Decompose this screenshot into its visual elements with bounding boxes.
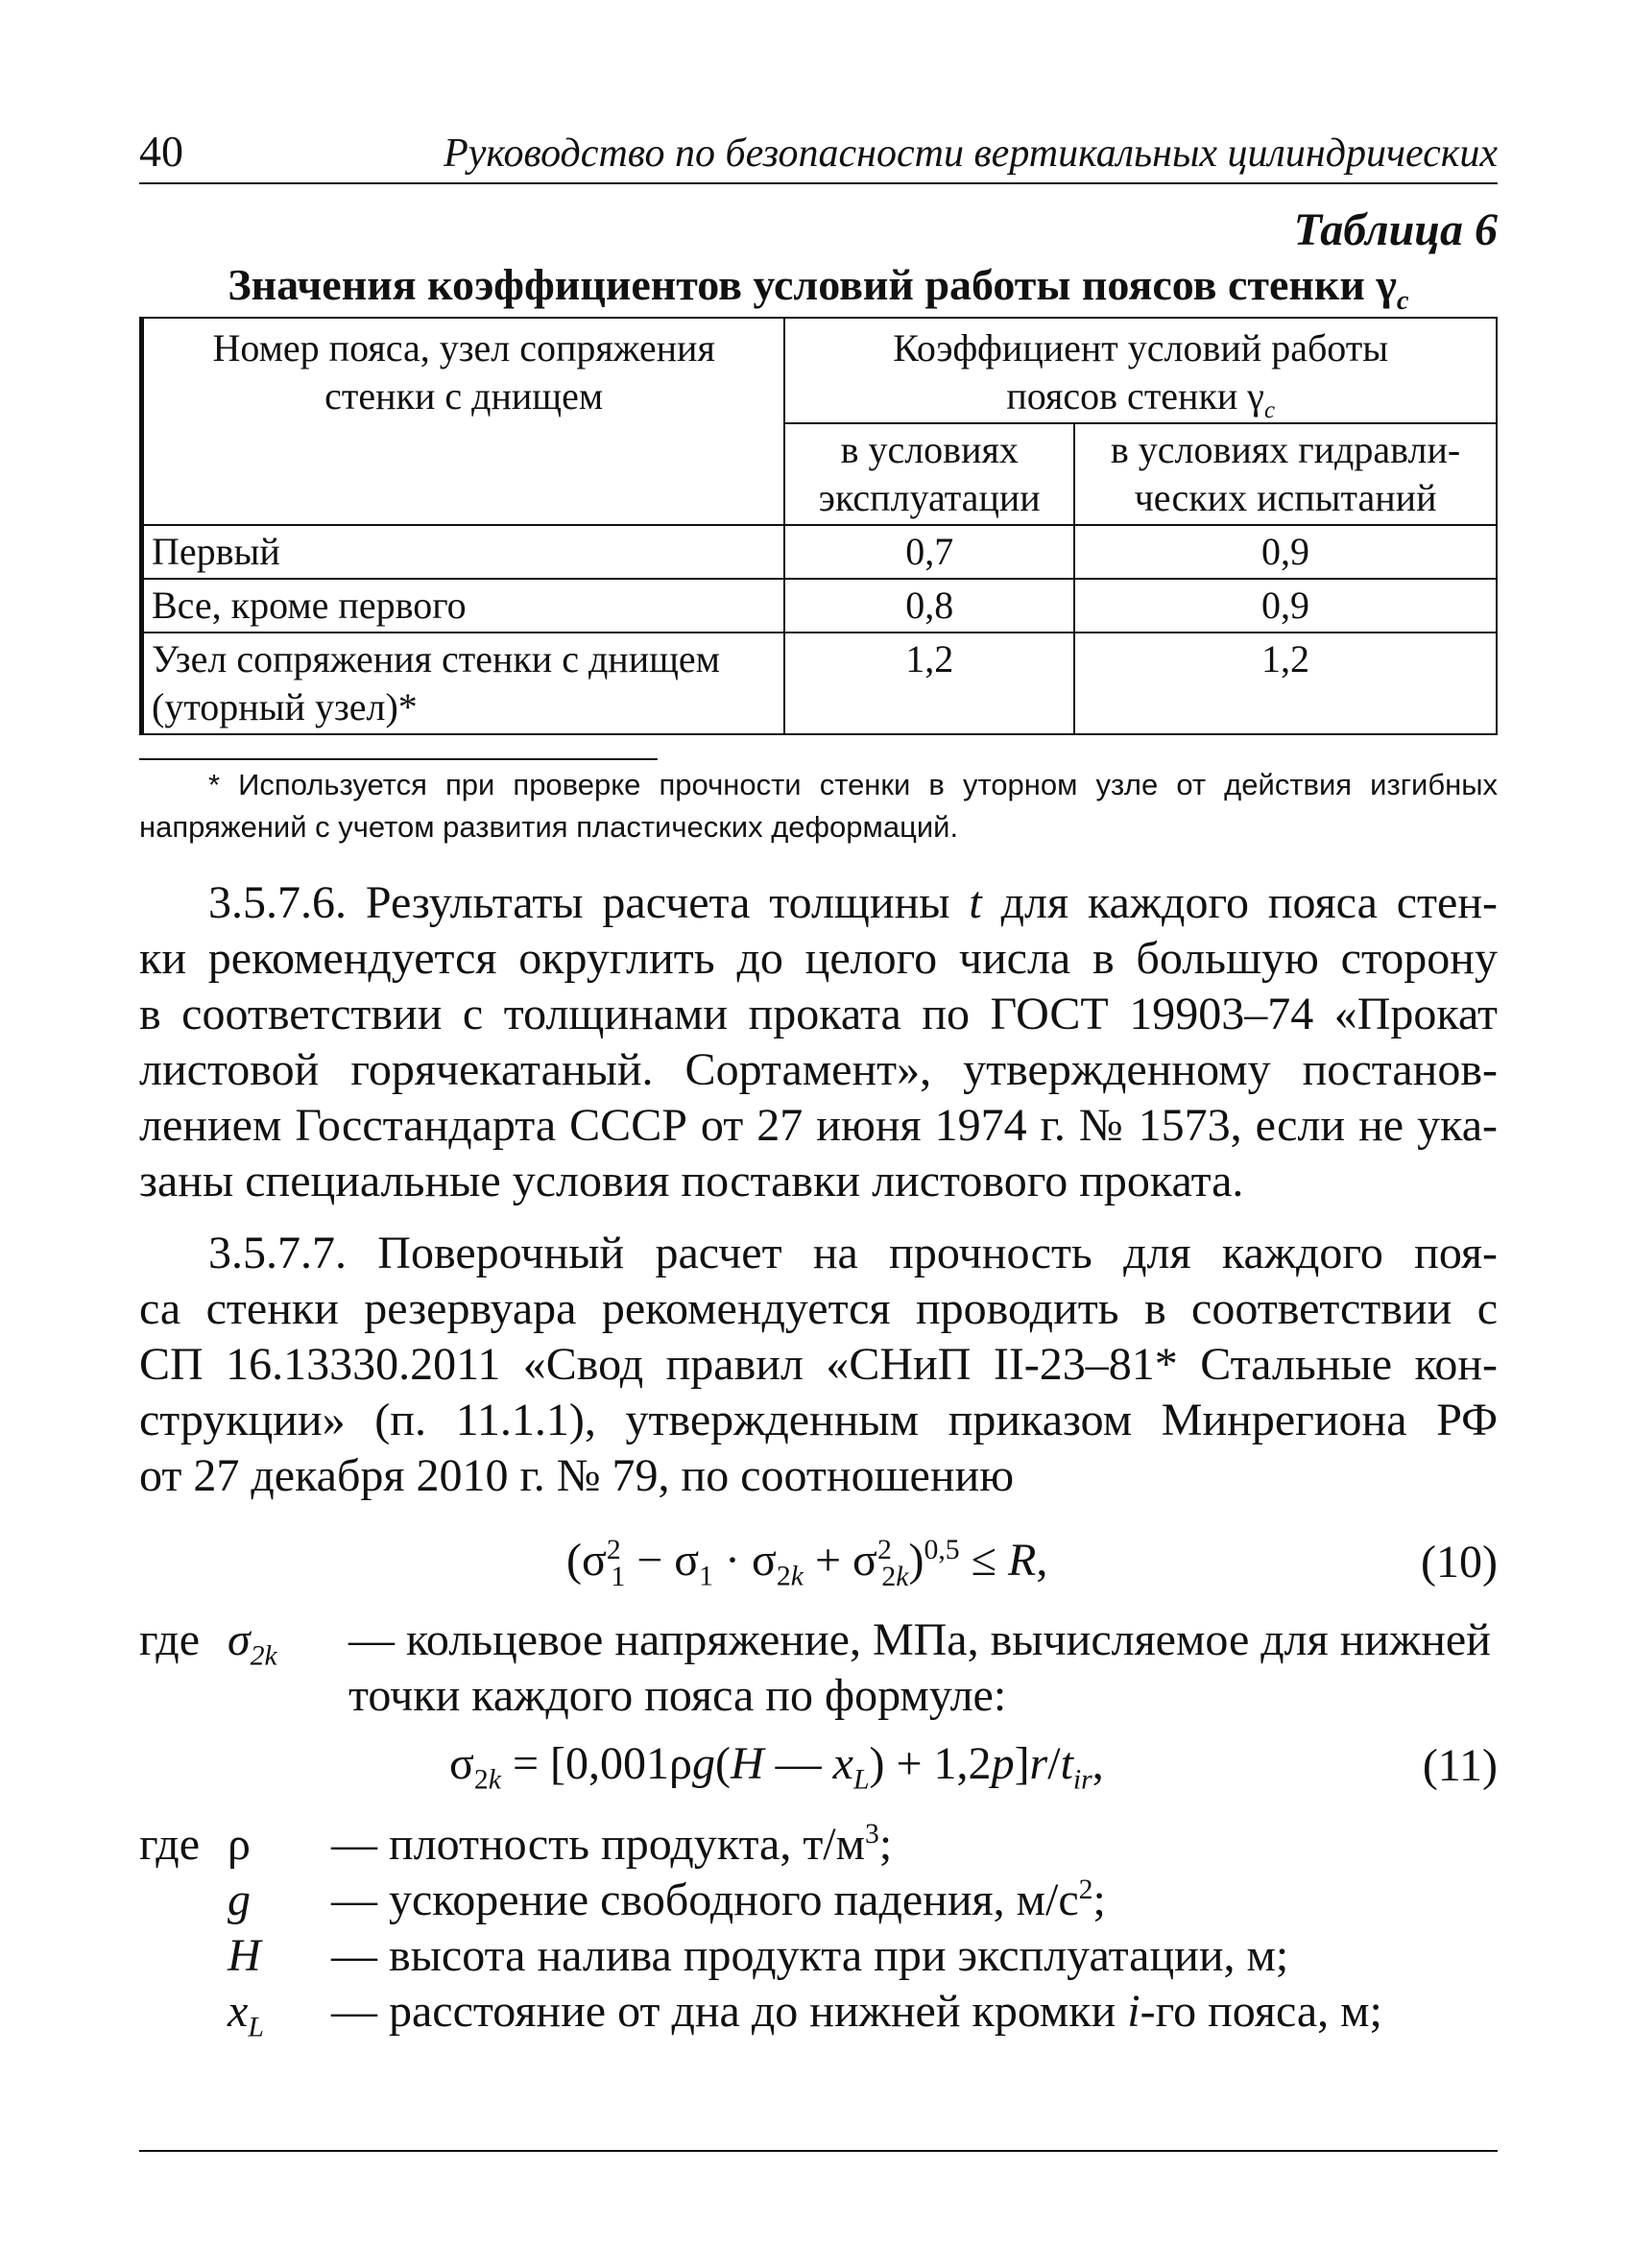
definition-sigma2k — [139, 1612, 1498, 1728]
col1-header — [142, 318, 785, 525]
running-header — [139, 123, 1498, 184]
where-word: где — [139, 1819, 201, 1870]
var-t: t — [969, 877, 982, 928]
para1-line4: листовой горячекатаный. Сортамент», утвержденному постанов- — [139, 1044, 1498, 1095]
equation-number-11: (11) — [1422, 1740, 1498, 1791]
rho-desc — [331, 1817, 892, 1873]
definitions-list — [139, 1817, 1498, 2047]
equation-number-10: (10) — [1421, 1537, 1498, 1588]
para2-line1: 3.5.7.7. Поверочный расчет на прочность для каждого поя- — [208, 1228, 1498, 1278]
table-row — [142, 633, 1498, 734]
col2-header-line1: Коэффициент условий работы — [893, 326, 1389, 370]
col1-header-line1: Номер пояса, узел сопряжения — [212, 326, 715, 370]
row-name-line1: Узел сопряжения стенки с днищем — [152, 637, 720, 680]
sigma-desc-line1: — кольцевое напряжение, МПа, вычисляемое для нижней — [348, 1614, 1491, 1665]
para1-line1 — [139, 875, 1498, 931]
paragraph-3577 — [139, 1226, 1498, 1504]
xL-desc-tail: -го пояса, м; — [1140, 1986, 1382, 2037]
row-name — [142, 633, 785, 734]
formula-10: $(\sigma^2_1 - \sigma_1 \cdot \sigma_{2k} + \sigma^2_{2k})^{0,5} \le R$, — [566, 1534, 1048, 1592]
symbol-rho: ρ — [228, 1819, 251, 1870]
symbol-g: g — [228, 1874, 251, 1925]
col1-header-line2: стенки с днищем — [324, 374, 604, 418]
footnote-rule — [139, 758, 658, 760]
subheader-hydrotest — [1074, 423, 1497, 525]
table-caption-sub: c — [1396, 286, 1409, 317]
table-footnote — [139, 764, 1498, 848]
row-hydro-value: 0,9 — [1074, 579, 1497, 633]
bottom-rule — [139, 2150, 1498, 2152]
table-label: Таблица 6 — [1293, 204, 1498, 255]
col2-header-sub: c — [1263, 397, 1275, 423]
symbol-H: H — [228, 1930, 261, 1981]
para1-line5: лением Госстандарта СССР от 27 июня 1974 г. № 1573, если не ука- — [139, 1100, 1498, 1151]
para2-line5: от 27 декабря 2010 г. № 79, по соотношению — [139, 1450, 1015, 1501]
rho-desc-sup: 3 — [865, 1818, 879, 1850]
table-row — [142, 579, 1498, 633]
col2-header — [784, 318, 1497, 423]
row-hydro-value: 0,9 — [1074, 525, 1497, 579]
symbol-sigma-sub: 2k — [250, 1639, 277, 1672]
where-word: где — [139, 1614, 201, 1665]
para1-line2: ки рекомендуется округлить до целого числа в большую сторону — [139, 933, 1498, 984]
rho-desc-tail: ; — [878, 1819, 893, 1870]
xL-desc — [331, 1984, 1382, 2040]
symbol-x-sub: L — [248, 2011, 264, 2043]
paragraph-3576 — [139, 875, 1498, 1209]
footnote-line1: * Используется при проверке прочности стенки в уторном узле от действия изгибных — [208, 768, 1498, 801]
sub2-line1: в условиях гидравли- — [1110, 428, 1461, 471]
table-header-row — [142, 318, 1498, 423]
para2-line2: са стенки резервуара рекомендуется проводить в соответствии с — [139, 1283, 1498, 1334]
para1-line3: в соответствии с толщинами проката по ГОСТ 19903–74 «Прокат — [139, 989, 1498, 1039]
g-desc-sup: 2 — [1078, 1874, 1093, 1905]
xL-desc-text: — расстояние от дна до нижней кромки — [331, 1986, 1128, 2037]
symbol-x-main: x — [228, 1986, 249, 2037]
running-title: Руководство по безопасности вертикальных цилиндрических — [444, 131, 1498, 176]
sigma-desc-line2: точки каждого пояса по формуле: — [348, 1670, 1007, 1721]
symbol-sigma-main: σ — [228, 1614, 251, 1665]
g-desc — [331, 1873, 1106, 1928]
para2-line4: струкции» (п. 11.1.1), утвержденным приказом Минрегиона РФ — [139, 1395, 1498, 1445]
row-name: Первый — [142, 525, 785, 579]
symbol-xL — [228, 1984, 264, 2043]
para1-line6: заны специальные условия поставки листового проката. — [139, 1156, 1244, 1206]
formula-11: $\sigma_{2k} = [0,001\rho g(H$ — $x_L) + 1,2p]r/t_{ir}$, — [449, 1738, 1104, 1796]
subheader-exploitation — [784, 423, 1074, 525]
table-row — [142, 525, 1498, 579]
g-desc-text: — ускорение свободного падения, м/с — [331, 1874, 1079, 1925]
row-hydro-value: 1,2 — [1074, 633, 1497, 734]
para1-line1-b: для каждого пояса стен- — [981, 877, 1499, 928]
symbol-sigma — [228, 1612, 277, 1672]
sub2-line2: ческих испытаний — [1134, 476, 1437, 519]
row-exploit-value: 1,2 — [784, 633, 1074, 734]
sub1-line1: в условиях — [840, 428, 1019, 471]
row-name-line2: (уторный узел)* — [152, 685, 418, 728]
para2-line3: СП 16.13330.2011 «Свод правил «СНиП II-23–81* Стальные кон- — [139, 1339, 1498, 1390]
row-name: Все, кроме первого — [142, 579, 785, 633]
row-exploit-value: 0,8 — [784, 579, 1074, 633]
table-caption — [139, 259, 1498, 317]
row-exploit-value: 0,7 — [784, 525, 1074, 579]
H-desc: — высота налива продукта при эксплуатации, м; — [331, 1930, 1289, 1981]
col2-header-line2: поясов стенки γ — [1006, 374, 1264, 418]
g-desc-tail: ; — [1092, 1874, 1106, 1925]
sub1-line2: эксплуатации — [818, 476, 1041, 519]
page-number: 40 — [139, 127, 183, 176]
footnote-line2: напряжений с учетом развития пластических деформаций. — [139, 810, 959, 844]
var-i: i — [1127, 1986, 1140, 2037]
para1-line1-a: 3.5.7.6. Результаты расчета толщины — [208, 877, 970, 928]
coefficient-table — [139, 317, 1498, 735]
table-caption-text: Значения коэффициентов условий работы поясов стенки γ — [228, 260, 1397, 309]
rho-desc-text: — плотность продукта, т/м — [331, 1819, 866, 1870]
